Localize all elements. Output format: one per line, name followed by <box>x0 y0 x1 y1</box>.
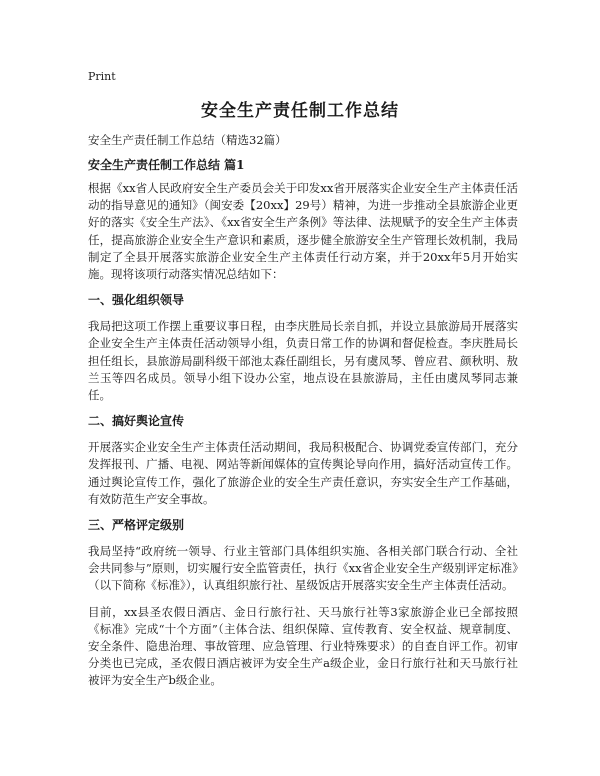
section-heading: 二、搞好舆论宣传 <box>88 414 185 429</box>
section-heading: 一、强化组织领导 <box>88 293 185 308</box>
article-heading: 安全生产责任制工作总结 篇1 <box>88 158 245 172</box>
section-paragraph: 目前，xx县圣农假日酒店、金日行旅行社、天马旅行社等3家旅游企业已全部按照《标准》完成“十个方面”（主体合法、组织保障、宣传教育、安全权益、规章制度、安全条件、隐患治理、事故管理、应急管理、行业特殊要求）的自查自评工作。初审分类也已完成，圣农假日酒店被评为安全生产a级企业，金日行旅行社和天马旅行社被评为安全生产b级企业。 <box>88 604 518 688</box>
page-title: 安全生产责任制工作总结 <box>201 101 399 121</box>
section-paragraph: 我局坚持“政府统一领导、行业主管部门具体组织实施、各相关部门联合行动、全社会共同参与”原则，切实履行安全监管责任，执行《xx省企业安全生产级别评定标准》（以下简称《标准》），认真组织旅行社、星级饭店开展落实安全生产主体责任活动。 <box>88 544 518 593</box>
section-paragraph: 开展落实企业安全生产主体责任活动期间，我局积极配合、协调党委宣传部门，充分发挥报刊、广播、电视、网站等新闻媒体的宣传舆论导向作用，搞好活动宣传工作。通过舆论宣传工作，强化了旅游企业的安全生产责任意识，夯实安全生产工作基础，有效防范生产安全事故。 <box>88 440 518 506</box>
print-link[interactable]: Print <box>88 70 116 83</box>
intro-paragraph: 根据《xx省人民政府安全生产委员会关于印发xx省开展落实企业安全生产主体责任活动的指导意见的通知》（闽安委【20xx】29号）精神，为进一步推动全县旅游企业更好的落实《安全生产法》、《xx省安全生产条例》等法律、法规赋予的安全生产主体责任，提高旅游企业安全生产意识和素质，逐步健全旅游安全生产管理长效机制，我局制定了全县开展落实旅游企业安全生产主体责任行动方案，并于20xx年5月开始实施。现将该项行动落实情况总结如下： <box>88 181 518 282</box>
section-heading: 三、严格评定级别 <box>88 518 185 533</box>
document-subtitle: 安全生产责任制工作总结（精选32篇） <box>88 133 287 147</box>
document-body <box>88 132 518 699</box>
section-paragraph: 我局把这项工作摆上重要议事日程，由李庆胜局长亲自抓，并设立县旅游局开展落实企业安全生产主体责任活动领导小组，负责日常工作的协调和督促检查。李庆胜局长担任组长，县旅游局副科级干部池太森任副组长，另有虞凤琴、曾应君、颜秋明、敖兰玉等四名成员。领导小组下设办公室，地点设在县旅游局，主任由虞凤琴同志兼任。 <box>88 319 518 403</box>
